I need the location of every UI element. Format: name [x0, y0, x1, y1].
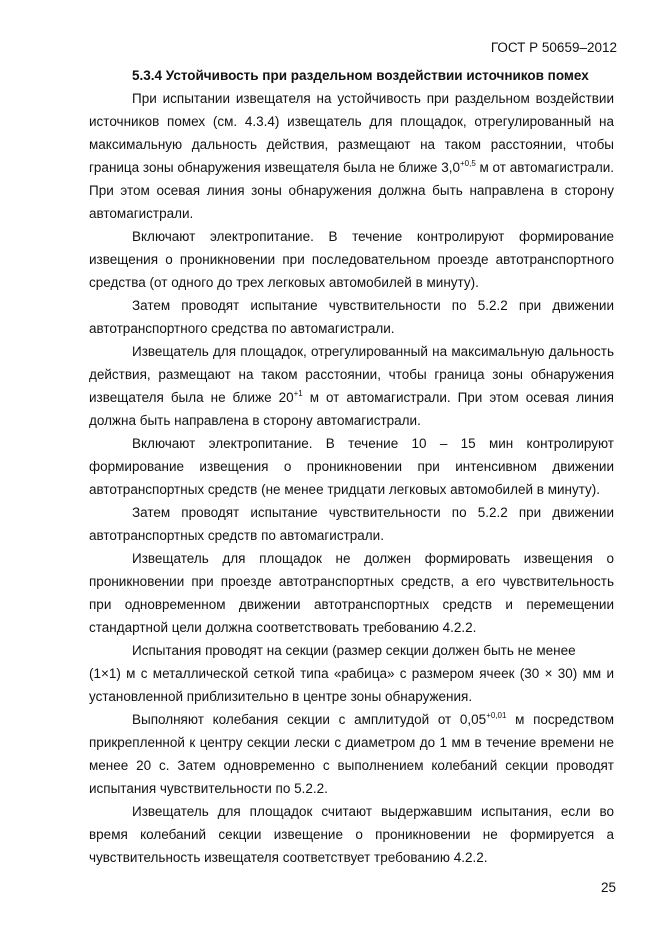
paragraph-5: Включают электропитание. В течение 10 – 15 мин контролируют формирование извещения о проникновении при интенсивном движении автотранспортных средств (не менее тридцати легковых автомобилей в минуту). [89, 436, 614, 497]
paragraph-7: Извещатель для площадок не должен формировать извещения о проникновении при проезде автотранспортных средств, а его чувствительность при одновременном движении автотранспортных средств и перемещении стандартной цели должна соответствовать требованию 4.2.2. [89, 551, 614, 635]
tolerance-superscript: +0,01 [486, 711, 507, 720]
document-body [89, 64, 614, 869]
paragraph-4: Извещатель для площадок, отрегулированный на максимальную дальность действия, размещают на таком расстоянии, чтобы граница зоны обнаружения извещателя была не ближе $20^{+1}$ м от автомагистрали. При этом осевая линия должна быть направлена в сторону автомагистрали. [89, 344, 614, 428]
paragraph-8-line-1: Испытания проводят на секции (размер секции должен быть не менее [132, 643, 576, 658]
paragraph-8-rest: (1×1) м с металлической сеткой типа «рабица» с размером ячеек (30 × 30) мм и установленной приблизительно в центре зоны обнаружения. [89, 666, 614, 704]
tolerance-superscript: +0,5 [459, 159, 476, 168]
standard-header: ГОСТ Р 50659–2012 [490, 40, 617, 55]
section-heading: 5.3.4 Устойчивость при раздельном воздействии источников помех [132, 68, 589, 83]
tolerance-superscript: +1 [293, 389, 303, 398]
paragraph-10: Извещатель для площадок считают выдержавшим испытания, если во время колебаний секции извещение о проникновении не формируется а чувствительность извещателя соответствует требованию 4.2.2. [89, 804, 614, 865]
paragraph-3: Затем проводят испытание чувствительности по 5.2.2 при движении автотранспортного средства по автомагистрали. [89, 298, 614, 336]
paragraph-9: Выполняют колебания секции с амплитудой от $0,05^{+0,01}$ м посредством прикрепленной к центру секции лески с диаметром до 1 мм в течение времени не менее 20 с. Затем одновременно с выполнением колебаний секции проводят испытания чувствительности по 5.2.2. [89, 711, 614, 796]
page-number: 25 [600, 880, 616, 895]
paragraph-2: Включают электропитание. В течение контролируют формирование извещения о проникновении при последовательном проезде автотранспортного средства (от одного до трех легковых автомобилей в минуту). [89, 229, 614, 290]
paragraph-6: Затем проводят испытание чувствительности по 5.2.2 при движении автотранспортных средств по автомагистрали. [89, 505, 614, 543]
paragraph-1: При испытании извещателя на устойчивость при раздельном воздействии источников помех (см. 4.3.4) извещатель для площадок, отрегулированный на максимальную дальность действия, размещают на таком расстоянии, чтобы граница зоны обнаружения извещателя была не ближе $3,0^{+0,5}$ м от автомагистрали. При этом осевая линия зоны обнаружения должна быть направлена в сторону автомагистрали. [89, 91, 614, 221]
